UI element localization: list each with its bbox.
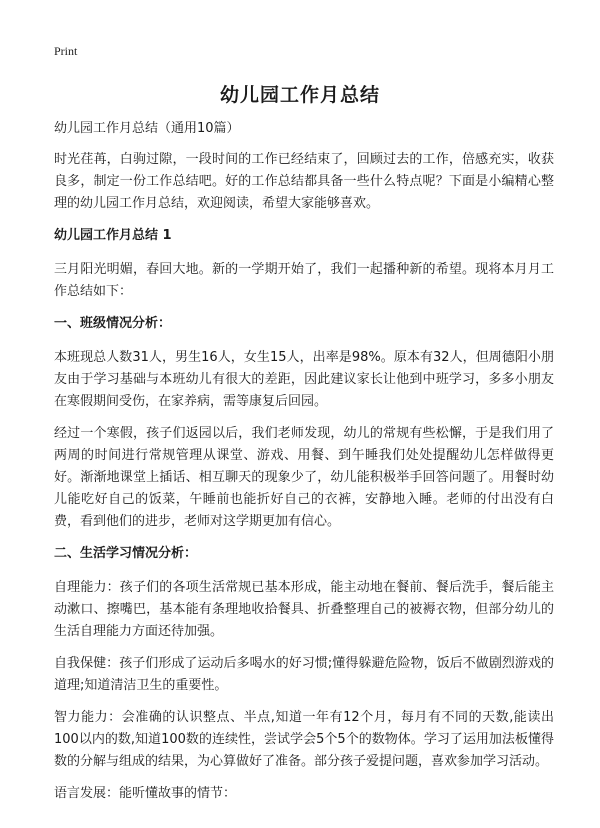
print-link[interactable]: Print: [54, 44, 78, 58]
section2-paragraph-4: 语言发展：能听懂故事的情节：: [54, 786, 237, 801]
section2-paragraph-3: 智力能力：会准确的认识整点、半点,知道一年有12个月，每月有不同的天数,能读出100以内的数,知道100数的连续性，尝试学会5个5个的数物体。学习了运用加法板懂得数的分解与组成的结果，为心算做好了准备。部分孩子爱提问题，喜欢参加学习活动。: [54, 710, 554, 769]
section1-heading: 一、班级情况分析：: [54, 316, 172, 331]
document-subtitle: 幼儿园工作月总结（通用10篇）: [54, 121, 240, 136]
section2-heading: 二、生活学习情况分析：: [54, 546, 198, 561]
article-heading: 幼儿园工作月总结 1: [54, 228, 172, 243]
document-body: [54, 118, 554, 815]
section2-paragraph-2: 自我保健：孩子们形成了运动后多喝水的好习惯;懂得躲避危险物，饭后不做剧烈游戏的道理;知道清洁卫生的重要性。: [54, 656, 554, 693]
section2-paragraph-1: 自理能力：孩子们的各项生活常规已基本形成，能主动地在餐前、餐后洗手，餐后能主动漱口、擦嘴巴，基本能有条理地收拾餐具、折叠整理自己的被褥衣物，但部分幼儿的生活自理能力方面还待加强。: [54, 580, 554, 639]
section1-paragraph-1: 本班现总人数31人，男生16人，女生15人，出率是98%。原本有32人，但周德阳小朋友由于学习基础与本班幼儿有很大的差距，因此建议家长让他到中班学习，多多小朋友在寒假期间受伤，在家养病，需等康复后回园。: [54, 350, 554, 409]
page-title: 幼儿园工作月总结: [219, 84, 380, 106]
intro-paragraph: 时光荏苒，白驹过隙，一段时间的工作已经结束了，回顾过去的工作，倍感充实，收获良多，制定一份工作总结吧。好的工作总结都具备一些什么特点呢？下面是小编精心整理的幼儿园工作月总结，欢迎阅读，希望大家能够喜欢。: [54, 152, 554, 211]
article-intro-paragraph: 三月阳光明媚，春回大地。新的一学期开始了，我们一起播种新的希望。现将本月月工作总结如下：: [54, 262, 554, 299]
section1-paragraph-2: 经过一个寒假，孩子们返园以后，我们老师发现，幼儿的常规有些松懈，于是我们用了两周的时间进行常规管理从课堂、游戏、用餐、到午睡我们处处提醒幼儿怎样做得更好。渐渐地课堂上插话、相互聊天的现象少了，幼儿能积极举手回答问题了。用餐时幼儿能吃好自己的饭菜，午睡前也能折好自己的衣裤，安静地入睡。老师的付出没有白费，看到他们的进步，老师对这学期更加有信心。: [54, 426, 554, 529]
